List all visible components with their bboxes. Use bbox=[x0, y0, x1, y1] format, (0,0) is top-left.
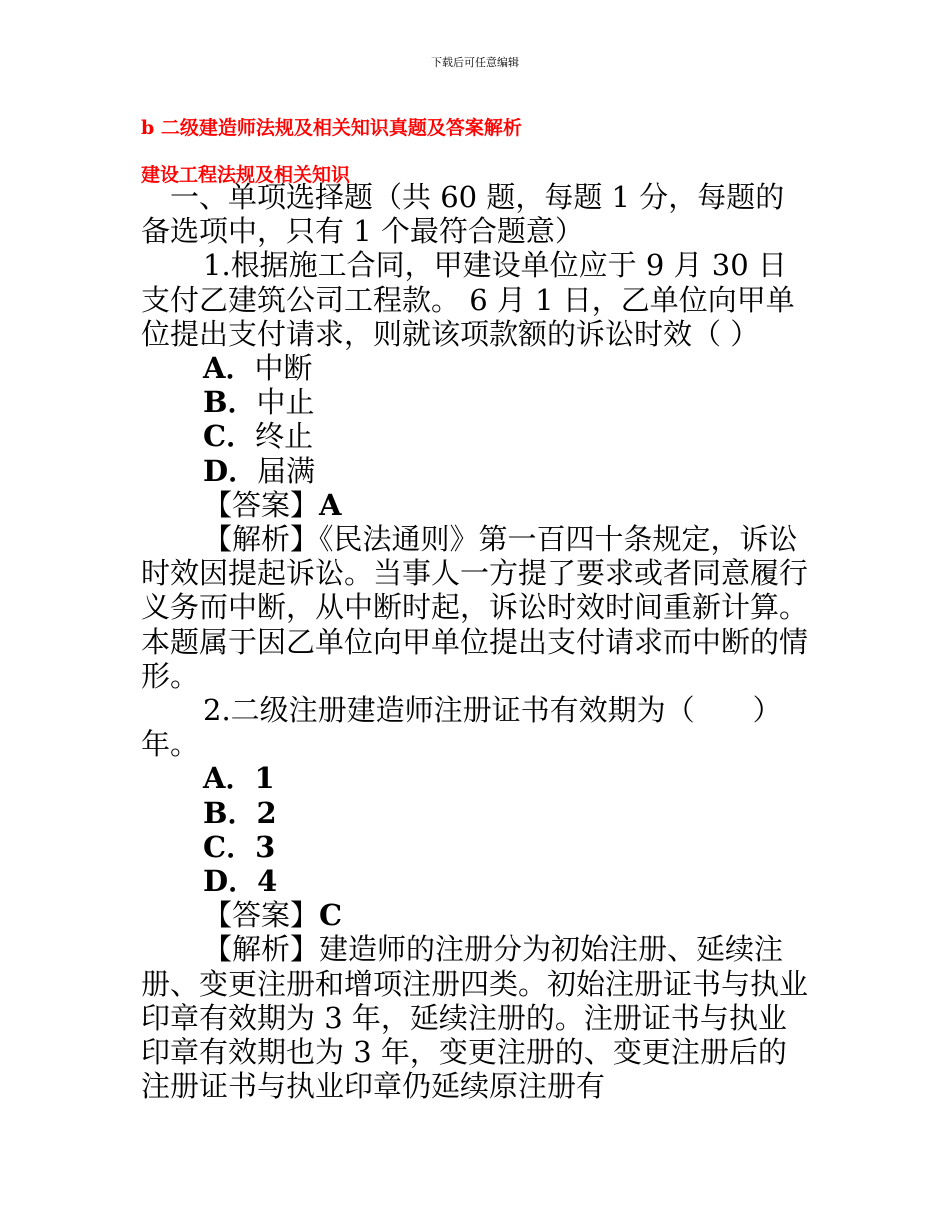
question-2-option-b bbox=[141, 796, 811, 830]
answer-value: C bbox=[319, 898, 343, 933]
option-text: 4 bbox=[257, 864, 278, 899]
option-text: 中断 bbox=[254, 351, 313, 386]
option-key: B． bbox=[203, 795, 257, 830]
answer-label: 【答案】 bbox=[203, 898, 320, 933]
option-key: A． bbox=[203, 351, 255, 386]
question-2-option-c bbox=[141, 830, 811, 864]
question-2-option-d bbox=[141, 864, 811, 898]
section-title: 建设工程法规及相关知识 bbox=[141, 164, 351, 186]
option-text: 届满 bbox=[257, 453, 316, 488]
option-key: D． bbox=[203, 864, 258, 899]
section-intro: 一、单项选择题（共 60 题，每题 1 分，每题的备选项中，只有 1 个最符合题意） bbox=[141, 180, 785, 249]
option-text: 3 bbox=[255, 829, 276, 864]
question-1-answer bbox=[141, 488, 811, 522]
question-2-answer bbox=[141, 898, 811, 932]
question-1-option-b bbox=[141, 385, 811, 419]
option-key: A． bbox=[203, 761, 255, 796]
option-key: C． bbox=[203, 419, 256, 454]
question-1-option-a bbox=[141, 351, 811, 385]
option-key: C． bbox=[203, 829, 256, 864]
answer-value: A bbox=[319, 487, 342, 522]
question-2-analysis: 【解析】建造师的注册分为初始注册、延续注册、变更注册和增项注册四类。初始注册证书与执业印章有效期为 3 年，延续注册的。注册证书与执业印章有效期也为 3 年，变更注册的、变更注册后的注册证书与执业印章仍延续原注册有 bbox=[141, 932, 809, 1104]
answer-label: 【答案】 bbox=[203, 487, 320, 522]
option-text: 2 bbox=[256, 795, 277, 830]
question-1-analysis: 【解析】《民法通则》第一百四十条规定，诉讼时效因提起诉讼。当事人一方提了要求或者同意履行义务而中断，从中断时起，诉讼时效时间重新计算。本题属于因乙单位向甲单位提出支付请求而中断的情形。 bbox=[141, 522, 809, 693]
option-text: 终止 bbox=[255, 419, 314, 454]
question-2-option-a bbox=[141, 761, 811, 795]
document-title: b 二级建造师法规及相关知识真题及答案解析 bbox=[141, 117, 522, 139]
question-1-stem: 1.根据施工合同，甲建设单位应于 9 月 30 日支付乙建筑公司工程款。 6 月 1 日，乙单位向甲单位提出支付请求，则就该项款额的诉讼时效（ ） bbox=[141, 248, 795, 351]
question-1-option-d bbox=[141, 454, 811, 488]
page-header: 下载后可任意编辑 bbox=[431, 56, 519, 69]
option-key: B． bbox=[203, 385, 257, 420]
question-2-stem: 2.二级注册建造师注册证书有效期为（ ）年。 bbox=[141, 693, 782, 762]
document-body bbox=[141, 180, 811, 1103]
option-text: 中止 bbox=[256, 385, 315, 420]
option-key: D． bbox=[203, 453, 258, 488]
question-1-option-c bbox=[141, 419, 811, 453]
option-text: 1 bbox=[254, 761, 275, 796]
